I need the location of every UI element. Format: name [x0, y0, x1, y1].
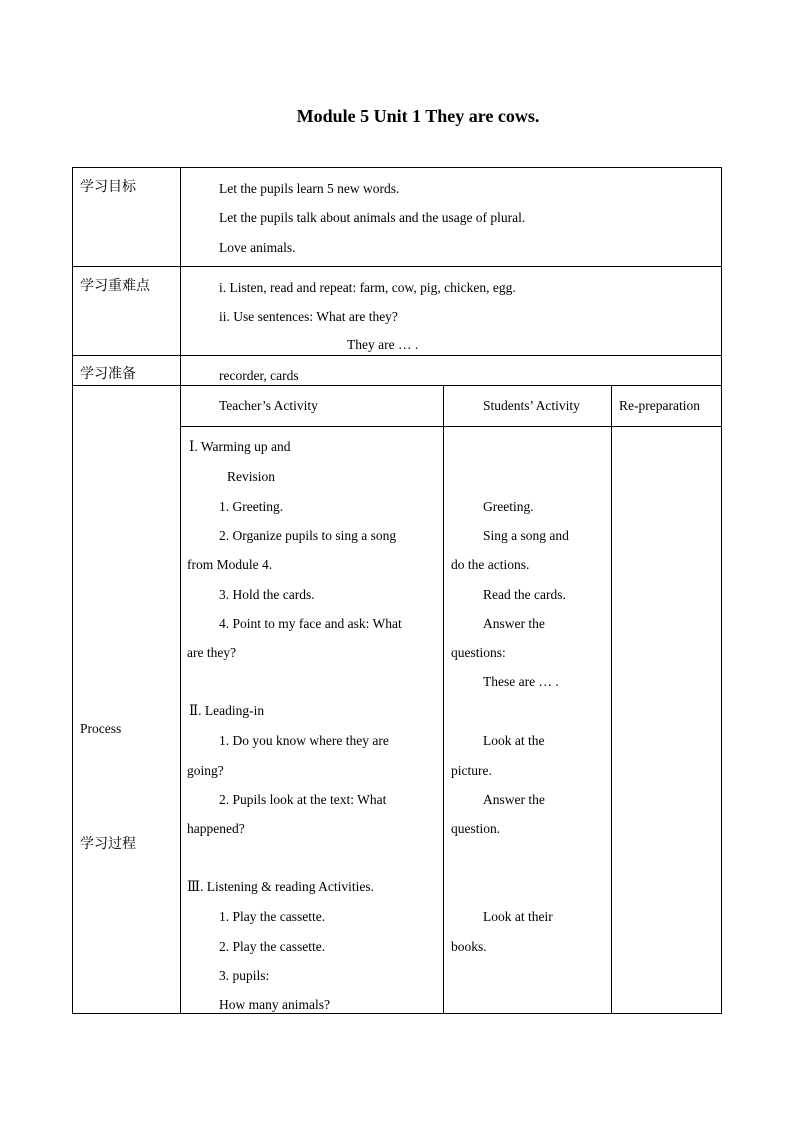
goals-line: Let the pupils learn 5 new words.	[219, 181, 400, 196]
teacher-line: 3. Hold the cards.	[219, 587, 315, 602]
preparation-value: recorder, cards	[219, 368, 299, 383]
student-line: question.	[451, 821, 501, 836]
student-line: Greeting.	[483, 499, 534, 514]
student-line: Look at the	[483, 733, 545, 748]
row-divider	[72, 266, 722, 267]
student-line: Read the cards.	[483, 587, 566, 602]
column-divider	[611, 385, 612, 1014]
table-border-left	[72, 167, 73, 1014]
key-points-line: They are … .	[347, 337, 419, 352]
teacher-line: are they?	[187, 645, 237, 660]
process-label: Process	[80, 721, 122, 736]
teacher-line: 4. Point to my face and ask: What	[219, 616, 402, 631]
teacher-line: 2. Play the cassette.	[219, 939, 326, 954]
table-border-bottom	[72, 1013, 722, 1014]
teacher-line: Ⅱ. Leading-in	[189, 703, 265, 718]
goals-line: Let the pupils talk about animals and the usage of plural.	[219, 210, 526, 225]
teacher-line: 2. Organize pupils to sing a song	[219, 528, 397, 543]
goals-label: 学习目标	[80, 179, 136, 195]
student-line: picture.	[451, 763, 492, 778]
table-border-right	[721, 167, 722, 1014]
teacher-line: going?	[187, 763, 224, 778]
header-teacher-activity: Teacher’s Activity	[219, 398, 318, 413]
label-column-divider	[180, 167, 181, 1014]
column-divider	[443, 385, 444, 1014]
student-line: Answer the	[483, 792, 545, 807]
key-points-line: ii. Use sentences: What are they?	[219, 309, 398, 324]
teacher-line: 1. Do you know where they are	[219, 733, 389, 748]
teacher-line: Ⅲ. Listening & reading Activities.	[187, 879, 374, 894]
teacher-line: 3. pupils:	[219, 968, 270, 983]
teacher-line: Revision	[227, 469, 276, 484]
teacher-line: 1. Play the cassette.	[219, 909, 326, 924]
student-line: Look at their	[483, 909, 553, 924]
student-line: Sing a song and	[483, 528, 569, 543]
student-line: Answer the	[483, 616, 545, 631]
teacher-line: Ⅰ. Warming up and	[189, 439, 291, 454]
key-points-line: i. Listen, read and repeat: farm, cow, pig, chicken, egg.	[219, 280, 516, 295]
process-label-cn: 学习过程	[80, 836, 136, 852]
student-line: These are … .	[483, 674, 559, 689]
goals-line: Love animals.	[219, 240, 296, 255]
teacher-line: 2. Pupils look at the text: What	[219, 792, 387, 807]
key-points-label: 学习重难点	[80, 278, 150, 294]
student-line: books.	[451, 939, 487, 954]
teacher-line: How many animals?	[219, 997, 330, 1012]
student-line: questions:	[451, 645, 506, 660]
page-title: Module 5 Unit 1 They are cows.	[296, 106, 540, 126]
teacher-line: 1. Greeting.	[219, 499, 284, 514]
row-divider	[72, 355, 722, 356]
student-line: do the actions.	[451, 557, 530, 572]
preparation-label: 学习准备	[80, 366, 136, 382]
header-students-activity: Students’ Activity	[483, 398, 580, 413]
table-border-top	[72, 167, 722, 168]
teacher-line: from Module 4.	[187, 557, 273, 572]
teacher-line: happened?	[187, 821, 245, 836]
header-re-preparation: Re-preparation	[619, 398, 700, 413]
header-divider	[180, 426, 722, 427]
row-divider	[72, 385, 722, 386]
